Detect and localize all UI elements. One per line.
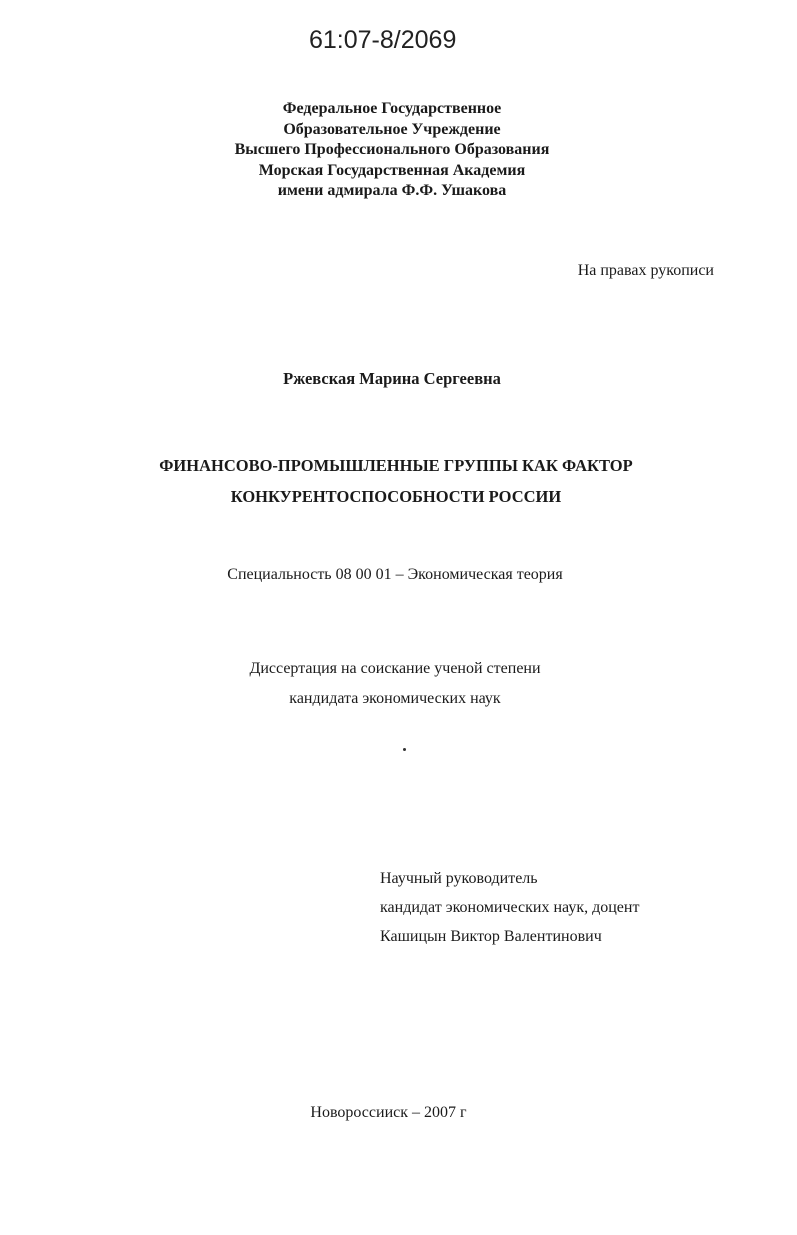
institution-block — [0, 99, 784, 202]
institution-line: Морская Государственная Академия — [258, 161, 526, 179]
supervisor-role: Научный руководитель — [380, 870, 538, 887]
dissertation-title — [0, 450, 792, 512]
degree-statement — [0, 654, 790, 714]
institution-line: Образовательное Учреждение — [283, 120, 501, 138]
supervisor-block — [380, 864, 639, 951]
author-name: Ржевская Марина Сергеевна — [283, 369, 501, 388]
scan-speck — [403, 748, 406, 751]
degree-line: Диссертация на соискание ученой степени — [249, 660, 541, 677]
supervisor-name: Кашицын Виктор Валентинович — [380, 928, 602, 945]
title-line: ФИНАНСОВО-ПРОМЫШЛЕННЫЕ ГРУППЫ КАК ФАКТОР — [159, 456, 633, 475]
degree-line: кандидата экономических наук — [289, 690, 501, 707]
supervisor-degree: кандидат экономических наук, доцент — [380, 899, 640, 916]
specialty: Специальность 08 00 01 – Экономическая теория — [227, 566, 563, 583]
institution-line: имени адмирала Ф.Ф. Ушакова — [277, 182, 507, 199]
title-line: КОНКУРЕНТОСПОСОБНОСТИ РОССИИ — [230, 487, 562, 506]
institution-line: Федеральное Государственное — [282, 100, 502, 117]
institution-line: Высшего Профессионального Образования — [234, 141, 550, 158]
city-year: Новороссииск – 2007 г — [310, 1104, 467, 1121]
registry-number: 61:07-8/2069 — [309, 26, 457, 54]
manuscript-note: На правах рукописи — [577, 262, 714, 279]
